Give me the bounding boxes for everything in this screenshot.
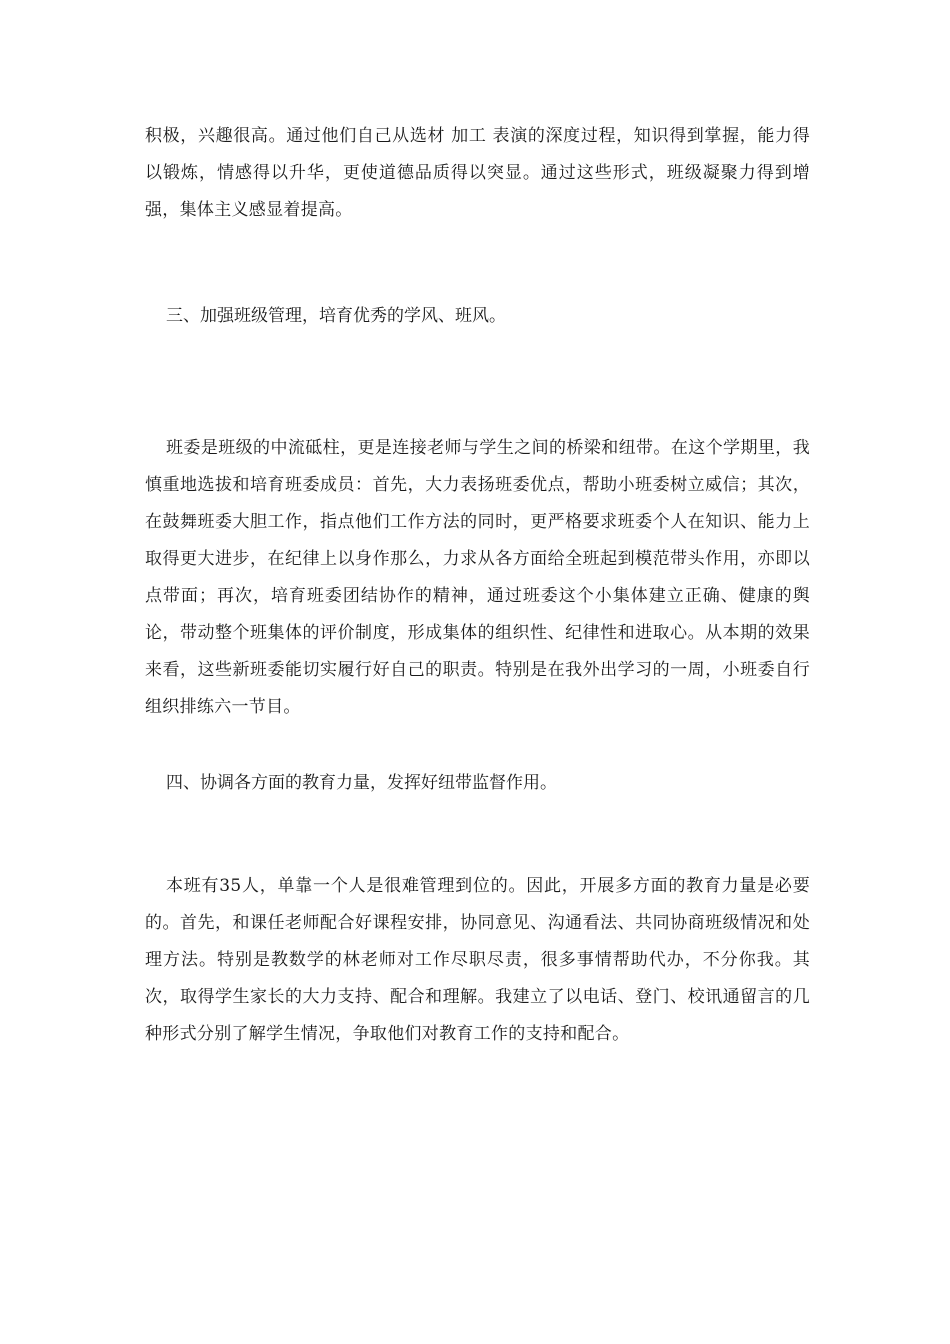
paragraph-class-committee: 班委是班级的中流砥柱，更是连接老师与学生之间的桥梁和纽带。在这个学期里，我慎重地选拔和培育班委成员：首先，大力表扬班委优点，帮助小班委树立威信；其次，在鼓舞班委大胆工作，指点他们工作方法的同时，更严格要求班委个人在知识、能力上取得更大进步，在纪律上以身作那么，力求从各方面给全班起到模范带头作用，亦即以点带面；再次，培育班委团结协作的精神，通过班委这个小集体建立正确、健康的舆论，带动整个班集体的评价制度，形成集体的组织性、纪律性和进取心。从本期的效果来看，这些新班委能切实履行好自己的职责。特别是在我外出学习的一周，小班委自行组织排练六一节目。 [145, 438, 810, 717]
paragraph-education-forces: 本班有35人，单靠一个人是很难管理到位的。因此，开展多方面的教育力量是必要的。首先，和课任老师配合好课程安排，协同意见、沟通看法、共同协商班级情况和处理方法。特别是教数学的林老师对工作尽职尽责，很多事情帮助代办，不分你我。其次，取得学生家长的大力支持、配合和理解。我建立了以电话、登门、校讯通留言的几种形式分别了解学生情况，争取他们对教育工作的支持和配合。 [145, 876, 810, 1044]
section-heading-class-management: 三、加强班级管理，培育优秀的学风、班风。 [166, 306, 506, 326]
paragraph-activities-summary: 积极，兴趣很高。通过他们自己从选材 加工 表演的深度过程，知识得到掌握，能力得以锻炼，情感得以升华，更使道德品质得以突显。通过这些形式，班级凝聚力得到增强，集体主义感显着提高。 [145, 126, 810, 220]
section-heading-education-coordination: 四、协调各方面的教育力量，发挥好纽带监督作用。 [166, 773, 557, 793]
